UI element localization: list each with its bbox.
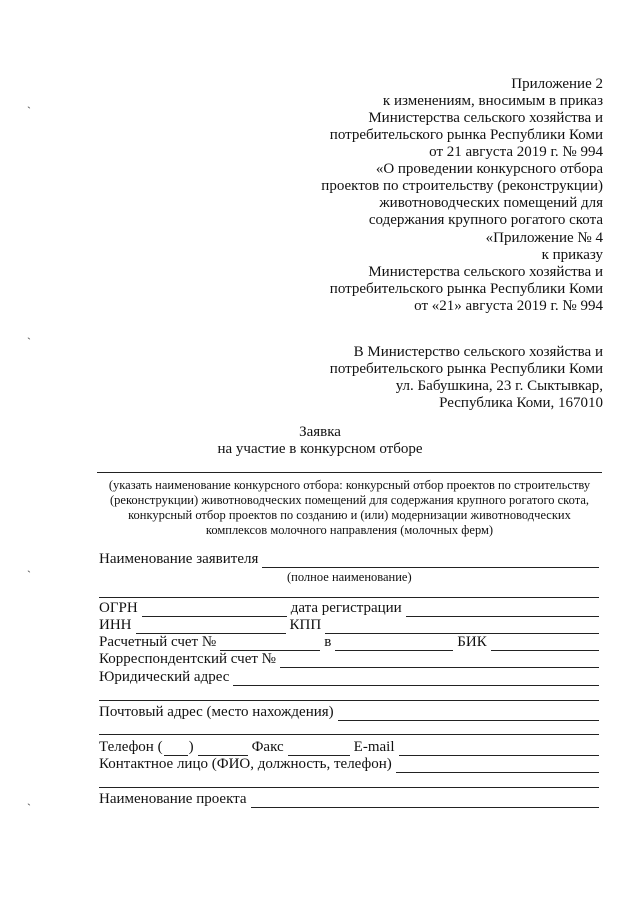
bank-in-label: в: [324, 634, 332, 650]
addressee-line: В Министерство сельского хозяйства и: [353, 344, 603, 360]
fax-label: Факс: [251, 739, 284, 755]
hint-line: комплексов молочного направления (молочных ферм): [205, 523, 494, 537]
header-line: к изменениям, вносимым в приказ: [382, 93, 603, 109]
inn-field[interactable]: [136, 619, 286, 634]
header-line: животноводческих помещений для: [379, 195, 603, 211]
header-line: Министерства сельского хозяйства и: [368, 110, 603, 126]
header-line: проектов по строительству (реконструкции): [321, 178, 603, 194]
header-line: «Приложение № 4: [485, 230, 603, 246]
contact-row: [99, 755, 599, 773]
header-line: «О проведении конкурсного отбора: [375, 161, 603, 177]
header-line: Приложение 2: [511, 76, 603, 92]
ogrn-label: ОГРН: [99, 600, 138, 616]
postal-address-field[interactable]: [338, 706, 599, 721]
legal-address-continuation[interactable]: [99, 700, 599, 701]
header-line: Министерства сельского хозяйства и: [368, 264, 603, 280]
fax-field[interactable]: [288, 741, 350, 756]
header-line: потребительского рынка Республики Коми: [329, 127, 603, 143]
appendix-4-header: [330, 230, 603, 315]
account-label: Расчетный счет №: [99, 634, 217, 650]
bik-label: БИК: [457, 634, 487, 650]
title-line: Заявка: [299, 424, 341, 440]
inn-row: [99, 616, 599, 634]
email-field[interactable]: [399, 741, 600, 756]
project-label: Наименование проекта: [99, 791, 247, 807]
scan-artifact: ˎ: [27, 95, 31, 109]
corr-account-label: Корреспондентский счет №: [99, 651, 276, 667]
postal-address-continuation[interactable]: [99, 734, 599, 735]
phone-code-field[interactable]: [164, 741, 188, 756]
project-field[interactable]: [251, 793, 599, 808]
applicant-field-continuation[interactable]: [99, 597, 599, 598]
header-line: от «21» августа 2019 г. № 994: [414, 298, 603, 314]
competition-name-line[interactable]: [97, 472, 602, 473]
contact-label: Контактное лицо (ФИО, должность, телефон): [99, 756, 392, 772]
applicant-row: [99, 550, 599, 568]
corr-account-row: [99, 650, 599, 668]
title-line: на участие в конкурсном отборе: [217, 441, 423, 457]
kpp-field[interactable]: [325, 619, 599, 634]
reg-date-label: дата регистрации: [290, 600, 402, 616]
account-row: [99, 633, 599, 651]
addressee-line: Республика Коми, 167010: [439, 395, 603, 411]
phone-row: [99, 738, 599, 756]
legal-address-field[interactable]: [233, 671, 599, 686]
scan-artifact: ˎ: [27, 559, 31, 573]
appendix-2-header: [321, 76, 603, 229]
addressee-line: потребительского рынка Республики Коми: [329, 361, 603, 377]
document-title: [0, 424, 640, 458]
account-field[interactable]: [220, 636, 320, 651]
applicant-label: Наименование заявителя: [99, 551, 259, 567]
reg-date-field[interactable]: [406, 602, 599, 617]
addressee-line: ул. Бабушкина, 23 г. Сыктывкар,: [395, 378, 603, 394]
header-line: к приказу: [541, 247, 603, 263]
legal-address-label: Юридический адрес: [99, 669, 230, 685]
postal-address-label: Почтовый адрес (место нахождения): [99, 704, 334, 720]
ogrn-field[interactable]: [142, 602, 287, 617]
phone-close: ): [188, 739, 194, 755]
addressee-block: [330, 344, 603, 412]
corr-account-field[interactable]: [280, 653, 599, 668]
ogrn-row: [99, 599, 599, 617]
bik-field[interactable]: [491, 636, 599, 651]
bank-field[interactable]: [335, 636, 453, 651]
hint-line: (реконструкции) животноводческих помещений для содержания крупного рогатого скота,: [109, 493, 589, 507]
inn-label: ИНН: [99, 617, 132, 633]
phone-field[interactable]: [198, 741, 248, 756]
legal-address-row: [99, 668, 599, 686]
header-line: от 21 августа 2019 г. № 994: [429, 144, 603, 160]
scan-artifact: ˎ: [27, 792, 31, 806]
project-row: [99, 790, 599, 808]
hint-line: конкурсный отбор проектов по созданию и (или) модернизации животноводческих: [128, 508, 571, 522]
kpp-label: КПП: [289, 617, 322, 633]
email-label: E-mail: [353, 739, 395, 755]
applicant-field[interactable]: [262, 553, 599, 568]
scan-artifact: ˎ: [27, 326, 31, 340]
contact-continuation[interactable]: [99, 787, 599, 788]
competition-name-hint: [97, 478, 602, 538]
hint-line: (указать наименование конкурсного отбора: конкурсный отбор проектов по строительству: [108, 478, 591, 492]
applicant-caption: (полное наименование): [287, 570, 412, 584]
header-line: потребительского рынка Республики Коми: [329, 281, 603, 297]
postal-address-row: [99, 703, 599, 721]
phone-label: Телефон (: [99, 739, 163, 755]
header-line: содержания крупного рогатого скота: [368, 212, 603, 228]
contact-field[interactable]: [396, 758, 599, 773]
